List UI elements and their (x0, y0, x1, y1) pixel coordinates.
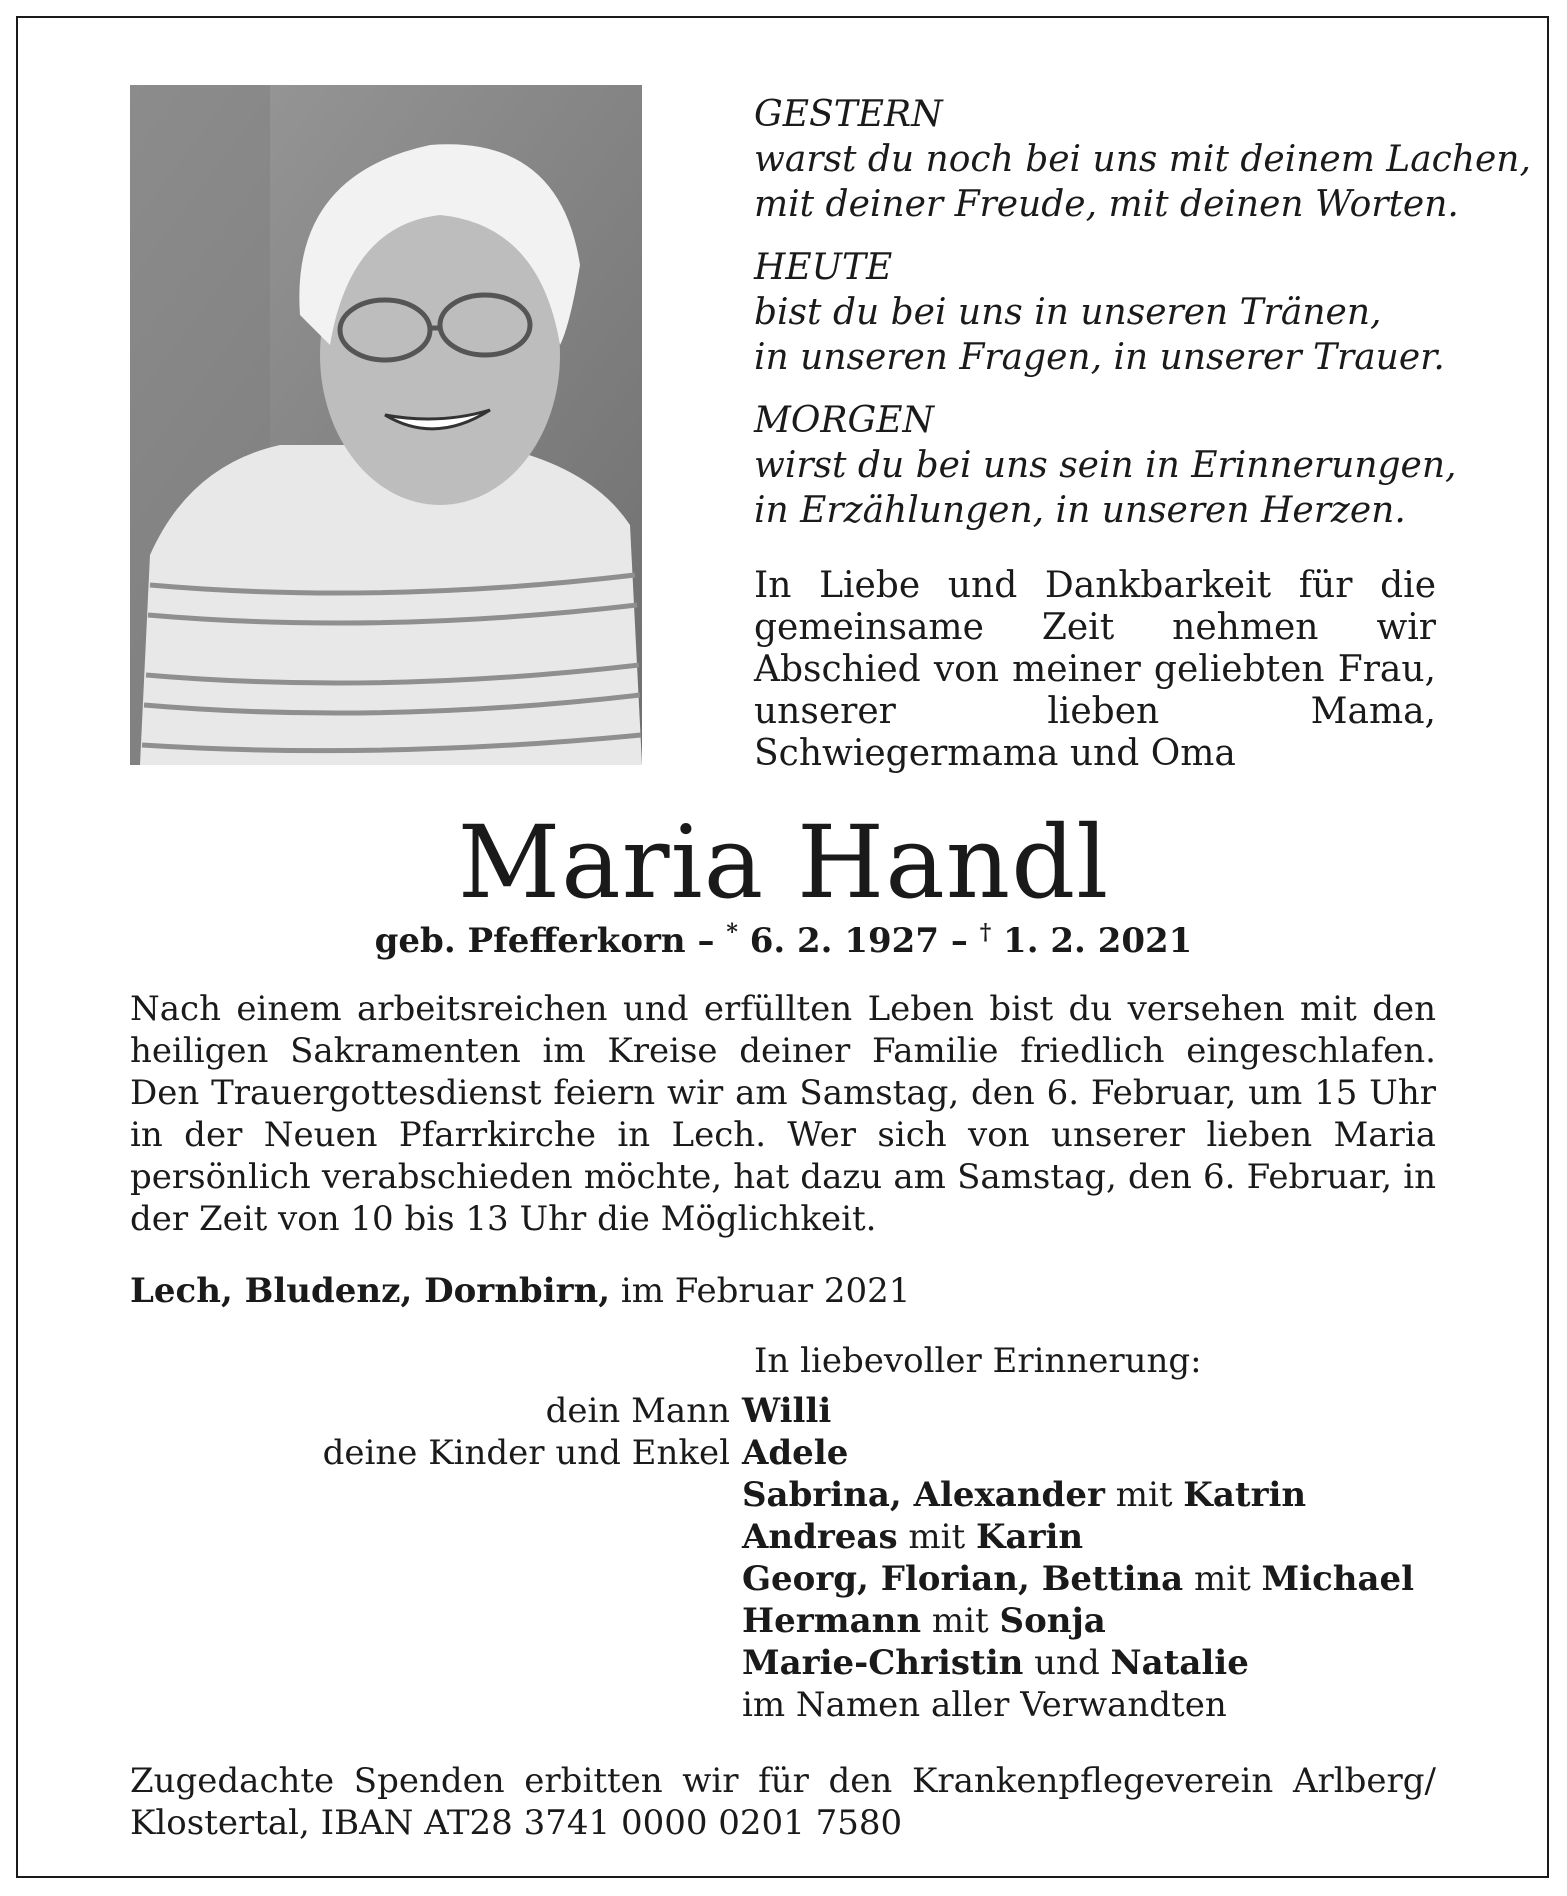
poem (754, 92, 1531, 551)
birth-date: 6. 2. 1927 (737, 921, 939, 961)
connector: mit (897, 1517, 976, 1557)
mourner-row (130, 1432, 1460, 1474)
poem-line: mit deiner Freude, mit deinen Worten. (754, 184, 1459, 225)
connector: mit (1183, 1559, 1262, 1599)
portrait-illustration (130, 85, 642, 765)
birth-symbol: * (726, 919, 738, 946)
service-announcement: Nach einem arbeitsreichen und erfüllten Leben bist du versehen mit den heiligen Sakramenten im Kreise deiner Familie friedlich eingeschlafen. Den Trauergottesdienst feiern wir am Samstag, den 6. Februar, um 15 Uhr in der Neuen Pfarrkirche in Lech. Wer sich von unserer lieben Maria persönlich verabschieden möchte, hat dazu am Samstag, den 6. Februar, in der Zeit von 10 bis 13 Uhr die Möglichkeit. (130, 989, 1436, 1239)
mourner-row (130, 1600, 1460, 1642)
mourner-row (130, 1390, 1460, 1432)
mourner-name: Sabrina, Alexander (742, 1475, 1105, 1515)
connector: mit (1104, 1475, 1184, 1515)
separator: – (939, 921, 980, 961)
month-year: im Februar 2021 (610, 1271, 911, 1311)
connector: und (1023, 1643, 1111, 1683)
poem-stanza-heute (754, 245, 1444, 380)
mourner-name: Karin (976, 1517, 1084, 1557)
poem-heading: GESTERN (754, 94, 943, 135)
place-and-date (130, 1270, 1436, 1312)
mourner-name: Michael (1261, 1559, 1415, 1599)
mourner-role: dein Mann (545, 1391, 730, 1431)
mourner-row (130, 1474, 1460, 1516)
mourner-name: Katrin (1183, 1475, 1307, 1515)
mourner-name: Marie-Christin (742, 1643, 1024, 1683)
towns: Lech, Bludenz, Dornbirn, (130, 1271, 611, 1311)
poem-line: warst du noch bei uns mit deinem Lachen, (754, 139, 1531, 180)
mourner-name: Natalie (1110, 1643, 1249, 1683)
maiden-name: geb. Pfefferkorn (374, 921, 686, 961)
poem-line: in Erzählungen, in unseren Herzen. (754, 490, 1406, 531)
mourner-name: Adele (742, 1433, 849, 1473)
poem-line: wirst du bei uns sein in Erinnerungen, (754, 445, 1457, 486)
mourner-row (130, 1516, 1460, 1558)
death-symbol: † (979, 919, 992, 946)
poem-heading: MORGEN (754, 400, 935, 441)
poem-line: in unseren Fragen, in unserer Trauer. (754, 337, 1445, 378)
mourner-role: deine Kinder und Enkel (322, 1433, 730, 1473)
death-date: 1. 2. 2021 (991, 921, 1193, 961)
mourner-name: Andreas (742, 1517, 898, 1557)
poem-stanza-morgen (754, 398, 1457, 533)
life-dates (0, 920, 1567, 962)
separator: – (685, 921, 727, 961)
poem-line: bist du bei uns in unseren Tränen, (754, 292, 1382, 333)
portrait-photo (130, 85, 642, 765)
mourner-name: Sonja (999, 1601, 1106, 1641)
connector: mit (921, 1601, 1000, 1641)
donation-note: Zugedachte Spenden erbitten wir für den Krankenpflegeverein Arlberg/ Klostertal, IBAN AT28 3741 0000 0201 7580 (130, 1761, 1436, 1843)
deceased-name: Maria Handl (457, 804, 1110, 921)
farewell-text: In Liebe und Dankbarkeit für die gemeinsame Zeit nehmen wir Abschied von meiner geliebten Frau, unserer lieben Mama, Schwiegermama und Oma (754, 565, 1436, 774)
mourners-list (130, 1390, 1460, 1726)
mourner-row (130, 1558, 1460, 1600)
mourner-name: Georg, Florian, Bettina (742, 1559, 1184, 1599)
mourner-row (130, 1684, 1460, 1726)
mourner-row (130, 1642, 1460, 1684)
mourner-name: Willi (742, 1391, 832, 1431)
poem-stanza-gestern (754, 92, 1531, 227)
poem-heading: HEUTE (754, 247, 893, 288)
mourner-name: Hermann (742, 1601, 922, 1641)
relatives-note: im Namen aller Verwandten (742, 1685, 1227, 1725)
memory-heading: In liebevoller Erinnerung: (754, 1341, 1202, 1381)
